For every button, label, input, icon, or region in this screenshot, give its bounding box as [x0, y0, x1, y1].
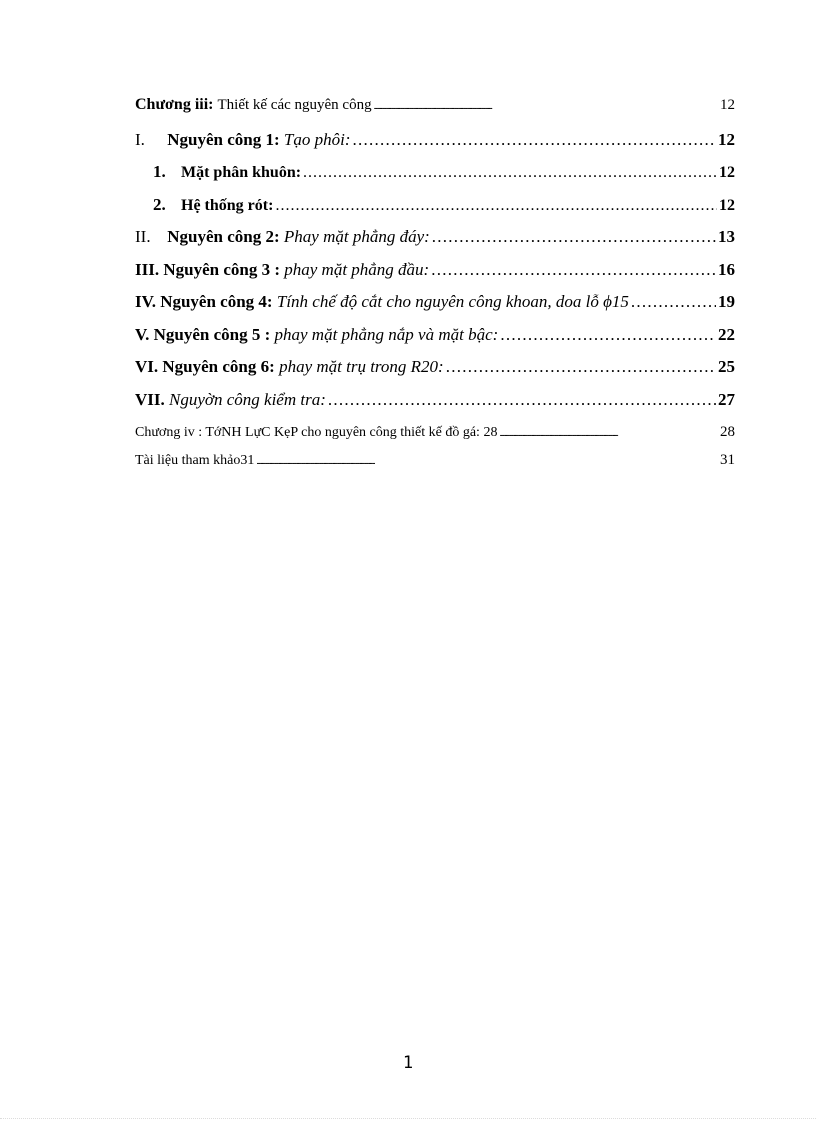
toc-entry-label: Nguyên công 2:: [167, 227, 280, 246]
toc-entry-number: V.: [135, 325, 150, 344]
toc-entry-number: II.: [135, 227, 151, 246]
toc-entry-op-6[interactable]: [135, 357, 735, 377]
toc-entry-label: Nguyên công 6:: [162, 357, 275, 376]
toc-entry-number: 2.: [153, 195, 166, 214]
toc-entry-number: I.: [135, 130, 145, 149]
toc-page-number: 31: [720, 452, 735, 468]
toc-chapter-title: Thiết kế các nguyên công: [217, 97, 372, 113]
dot-leader: [631, 292, 716, 312]
toc-entry-label: Nguyên công 4:: [160, 292, 273, 311]
toc-entry-chapter-4[interactable]: [135, 424, 735, 441]
dot-leader: [275, 197, 717, 215]
toc-page-number: 22: [718, 325, 735, 344]
toc-entry-op-3[interactable]: [135, 260, 735, 280]
toc-entry-title: Phay mặt phẳng đáy:: [283, 227, 430, 246]
dot-leader: [328, 390, 716, 410]
toc-entry-label: Nguyên công 5 :: [153, 325, 271, 344]
toc-entry-number: VI.: [135, 357, 159, 376]
toc-entry-label: Chương iv : TớNH LựC KẹP cho nguyên công thiết kế đồ gá: 28: [135, 425, 498, 440]
toc-page-number: 28: [720, 424, 735, 440]
toc-entry-title: phay mặt trụ trong R20:: [279, 357, 444, 376]
toc-page-number: 25: [718, 357, 735, 376]
page-number: 1: [402, 1053, 414, 1073]
toc-entry-op-1-sub-1[interactable]: [153, 162, 735, 182]
toc-entry-label: Hệ thống rót:: [181, 197, 274, 214]
toc-page-number: 16: [718, 260, 735, 279]
toc-entry-op-4[interactable]: [135, 292, 735, 312]
toc-entry-label: Nguyên công 1:: [167, 130, 280, 149]
toc-entry-op-5[interactable]: [135, 325, 735, 345]
toc-entry-label: Nguyờn công kiểm tra:: [169, 390, 326, 409]
toc-entry-op-7[interactable]: [135, 390, 735, 410]
toc-entry-number: 1.: [153, 162, 166, 181]
dot-leader: [499, 425, 701, 441]
dot-leader: [353, 130, 717, 150]
toc-page-number: 13: [718, 227, 735, 246]
dot-leader: [374, 96, 701, 114]
toc-entry-op-2[interactable]: [135, 227, 735, 247]
dot-leader: [256, 453, 701, 469]
dot-leader: [500, 325, 716, 345]
toc-page-number: 19: [718, 292, 735, 311]
toc-page-number: 27: [718, 390, 735, 409]
toc-chapter-label: Chương iii:: [135, 96, 214, 113]
toc-page-number: 12: [720, 97, 735, 113]
toc-entry-label: Tài liệu tham khảo31: [135, 453, 255, 468]
toc-entry-title: Tạo phôi:: [283, 130, 351, 149]
toc-entry-label: Mặt phân khuôn:: [181, 164, 302, 181]
toc-entry-title: Tính chế độ cắt cho nguyên công khoan, doa lỗ ϕ15: [276, 292, 629, 311]
toc-page-number: 12: [719, 164, 735, 181]
toc-entry-references[interactable]: [135, 452, 735, 469]
toc-entry-title: phay mặt phẳng đầu:: [284, 260, 430, 279]
toc-entry-label: Nguyên công 3 :: [163, 260, 281, 279]
dot-leader: [431, 260, 716, 280]
dot-leader: [432, 227, 716, 247]
toc-entry-op-1-sub-2[interactable]: [153, 195, 735, 215]
toc-page-number: 12: [719, 197, 735, 214]
toc-entry-number: IV.: [135, 292, 156, 311]
toc-entry-number: VII.: [135, 390, 165, 409]
page-edge-divider: [0, 1118, 816, 1119]
toc-entry-chapter-3[interactable]: [135, 96, 735, 114]
toc-page-number: 12: [718, 130, 735, 149]
toc-entry-op-1[interactable]: [135, 130, 735, 150]
dot-leader: [303, 164, 717, 182]
toc-entry-title: phay mặt phẳng nắp và mặt bậc:: [274, 325, 499, 344]
dot-leader: [446, 357, 716, 377]
toc-entry-number: III.: [135, 260, 160, 279]
